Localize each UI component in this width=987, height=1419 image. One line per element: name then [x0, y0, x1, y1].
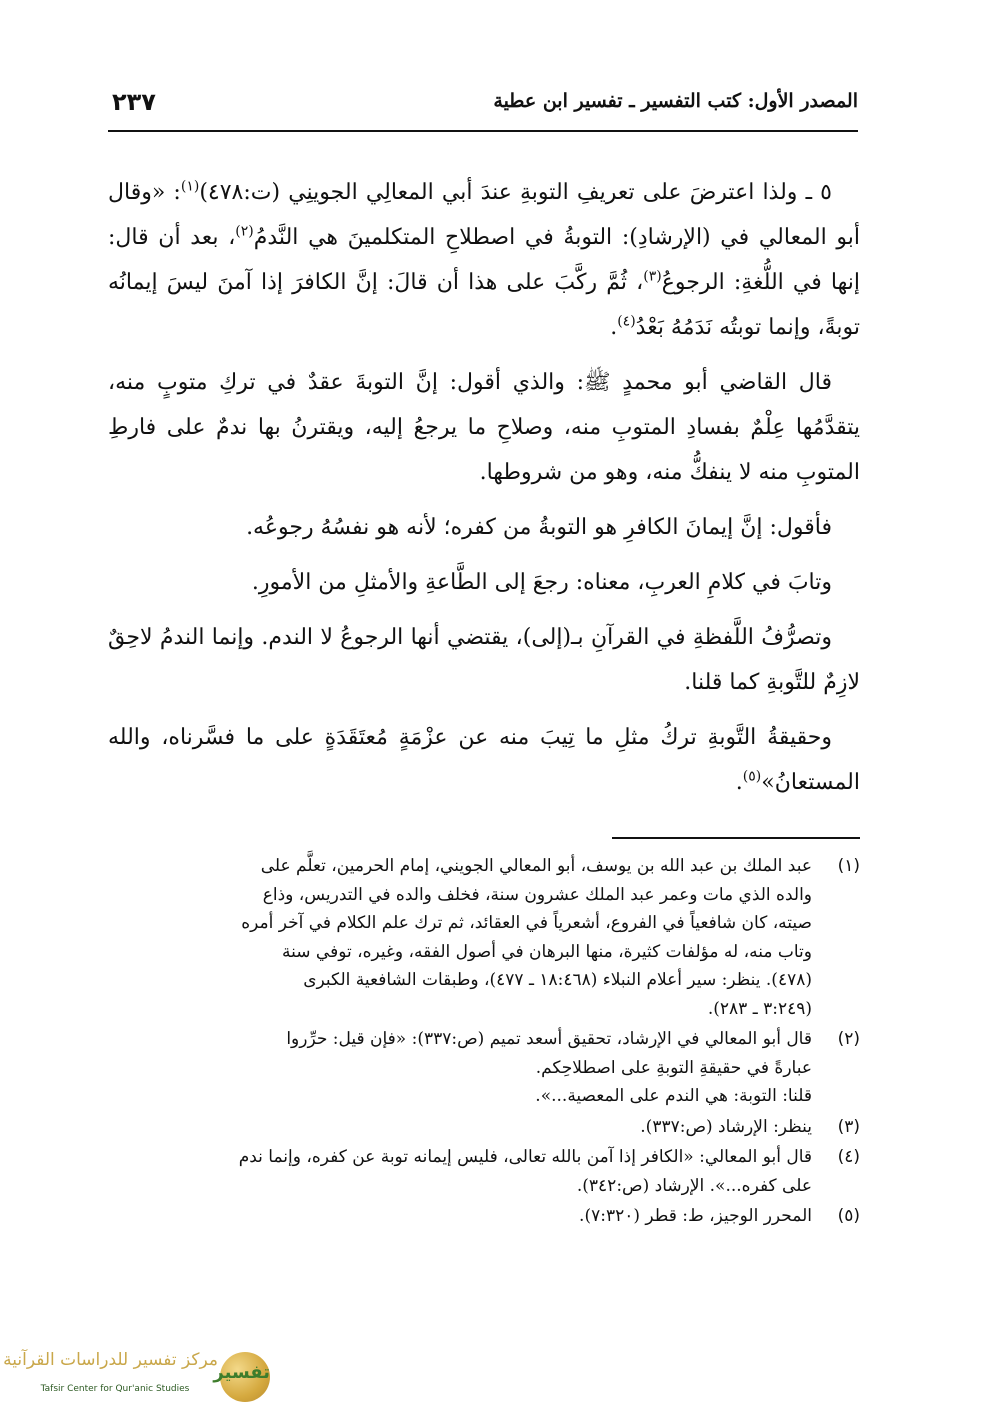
logo-word: تفسير [213, 1362, 270, 1383]
footnote-text: ينظر: الإرشاد (ص:٣٣٧). [640, 1116, 812, 1137]
footnote-2 [108, 1025, 860, 1111]
footnote-5 [108, 1202, 860, 1231]
footnote-text: قال أبو المعالي: «الكافر إذا آمن بالله تعالى، فليس إيمانه توبة عن كفره، وإنما ندم على كفره...». الإرشاد (ص:٣٤٢). [238, 1147, 812, 1196]
footnote-number: (٤) [837, 1147, 860, 1167]
page-number: ٢٣٧ [112, 88, 156, 116]
logo-arabic-name: مركز تفسير للدراسات القرآنية [3, 1350, 218, 1370]
footnote-ref-3[interactable]: (٣) [643, 268, 662, 285]
paragraph-3: فأقول: إنَّ إيمانَ الكافرِ هو التوبةُ من كفره؛ لأنه هو نفسُهُ رجوعُه. [246, 515, 832, 540]
running-title: المصدر الأول: كتب التفسير ـ تفسير ابن عطية [493, 90, 858, 112]
footnote-1 [108, 852, 860, 1023]
footnote-text: المحرر الوجيز، ط: قطر (٧:٣٢٠). [579, 1206, 812, 1226]
footnote-text: عبد الملك بن عبد الله بن يوسف، أبو المعالي الجويني، إمام الحرمين، تعلَّم على والده الذي مات وعمر عبد الملك عشرون سنة، فخلف والده في التدريس، وذاع صيته، كان شافعياً في الفروع، أشعرياً في العقائد، ثم ترك علم الكلام في آخر أمره وتاب منه، له مؤلفات كثيرة، منها البرهان في أصول الفقه، وغيره، توفي سنة (٤٧٨). ينظر: سير أعلام النبلاء (١٨:٤٦٨ ـ ٤٧٧)، وطبقات الشافعية الكبرى (٣:٢٤٩ ـ ٢٨٣). [241, 856, 812, 1019]
paragraph-6: وحقيقةُ التَّوبةِ تركُ مثلِ ما تِيبَ منه عن عزْمَةٍ مُعتَقَدَةٍ على ما فسَّرناه، والله المستعانُ»$^{(٥)}$. [108, 725, 860, 795]
footnote-ref-4[interactable]: (٤) [617, 313, 636, 330]
footnote-text: قال أبو المعالي في الإرشاد، تحقيق أسعد تميم (ص:٣٣٧): «فإن قيل: حرِّروا عبارةً في حقيقةِ التوبةِ على اصطلاحِكم. قلنا: التوبة: هي الندم على المعصية...». [286, 1029, 812, 1106]
page-header [108, 88, 858, 132]
footnote-ref-2[interactable]: (٢) [235, 223, 254, 240]
footnote-ref-1[interactable]: (١) [180, 178, 200, 195]
footnote-number: (٣) [837, 1116, 860, 1137]
paragraph-2: قال القاضي أبو محمدٍ ﷺ: والذي أقول: إنَّ التوبةَ عقدٌ في تركِ متوبٍ منه، يتقدَّمُها عِلْمٌ بفسادِ المتوبِ منه، وصلاحِ ما يرجعُ إليه، ويقترنُ بها ندمٌ على فارطِ المتوبِ منه لا ينفكُّ منه، وهو من شروطها. [108, 370, 860, 485]
footnote-number: (٢) [837, 1029, 860, 1049]
footnote-3 [108, 1113, 860, 1142]
tafsir-center-logo [3, 1350, 270, 1406]
paragraph-1: ٥ ـ ولذا اعترضَ على تعريفِ التوبةِ عندَ أبي المعالِي الجوينِي (ت:٤٧٨)$^{(١)}$: «وقال أبو المعالي في (الإرشادِ): التوبةُ في اصطلاحِ المتكلمينَ هي النَّدمُ$^{(٢)}$، بعد أن قال: إنها في اللُّغةِ: الرجوعُ$^{(٣)}$، ثُمَّ ركَّبَ على هذا أن قالَ: إنَّ الكافرَ إذا آمنَ ليسَ إيمانُه توبةً، وإنما توبتُه نَدَمُهُ بَعْدُ$^{(٤)}$. [108, 178, 861, 340]
logo-english-name: Tafsir Center for Qur'anic Studies [40, 1384, 190, 1394]
footnotes [108, 852, 860, 1233]
footnote-separator [612, 837, 860, 839]
footnote-ref-5[interactable]: (٥) [742, 768, 762, 785]
paragraph-5: وتصرُّفُ اللَّفظةِ في القرآنِ بـ(إلى)، يقتضي أنها الرجوعُ لا الندم. وإنما الندمُ لاحِقٌ لازِمٌ للتَّوبةِ كما قلنا. [108, 625, 860, 695]
paragraph-4: وتابَ في كلامِ العربِ، معناه: رجعَ إلى الطَّاعةِ والأمثلِ من الأمورِ. [251, 570, 832, 595]
main-text [108, 170, 860, 815]
footnote-number: (١) [837, 856, 860, 876]
footnote-4 [108, 1143, 860, 1200]
footnote-number: (٥) [837, 1206, 860, 1226]
